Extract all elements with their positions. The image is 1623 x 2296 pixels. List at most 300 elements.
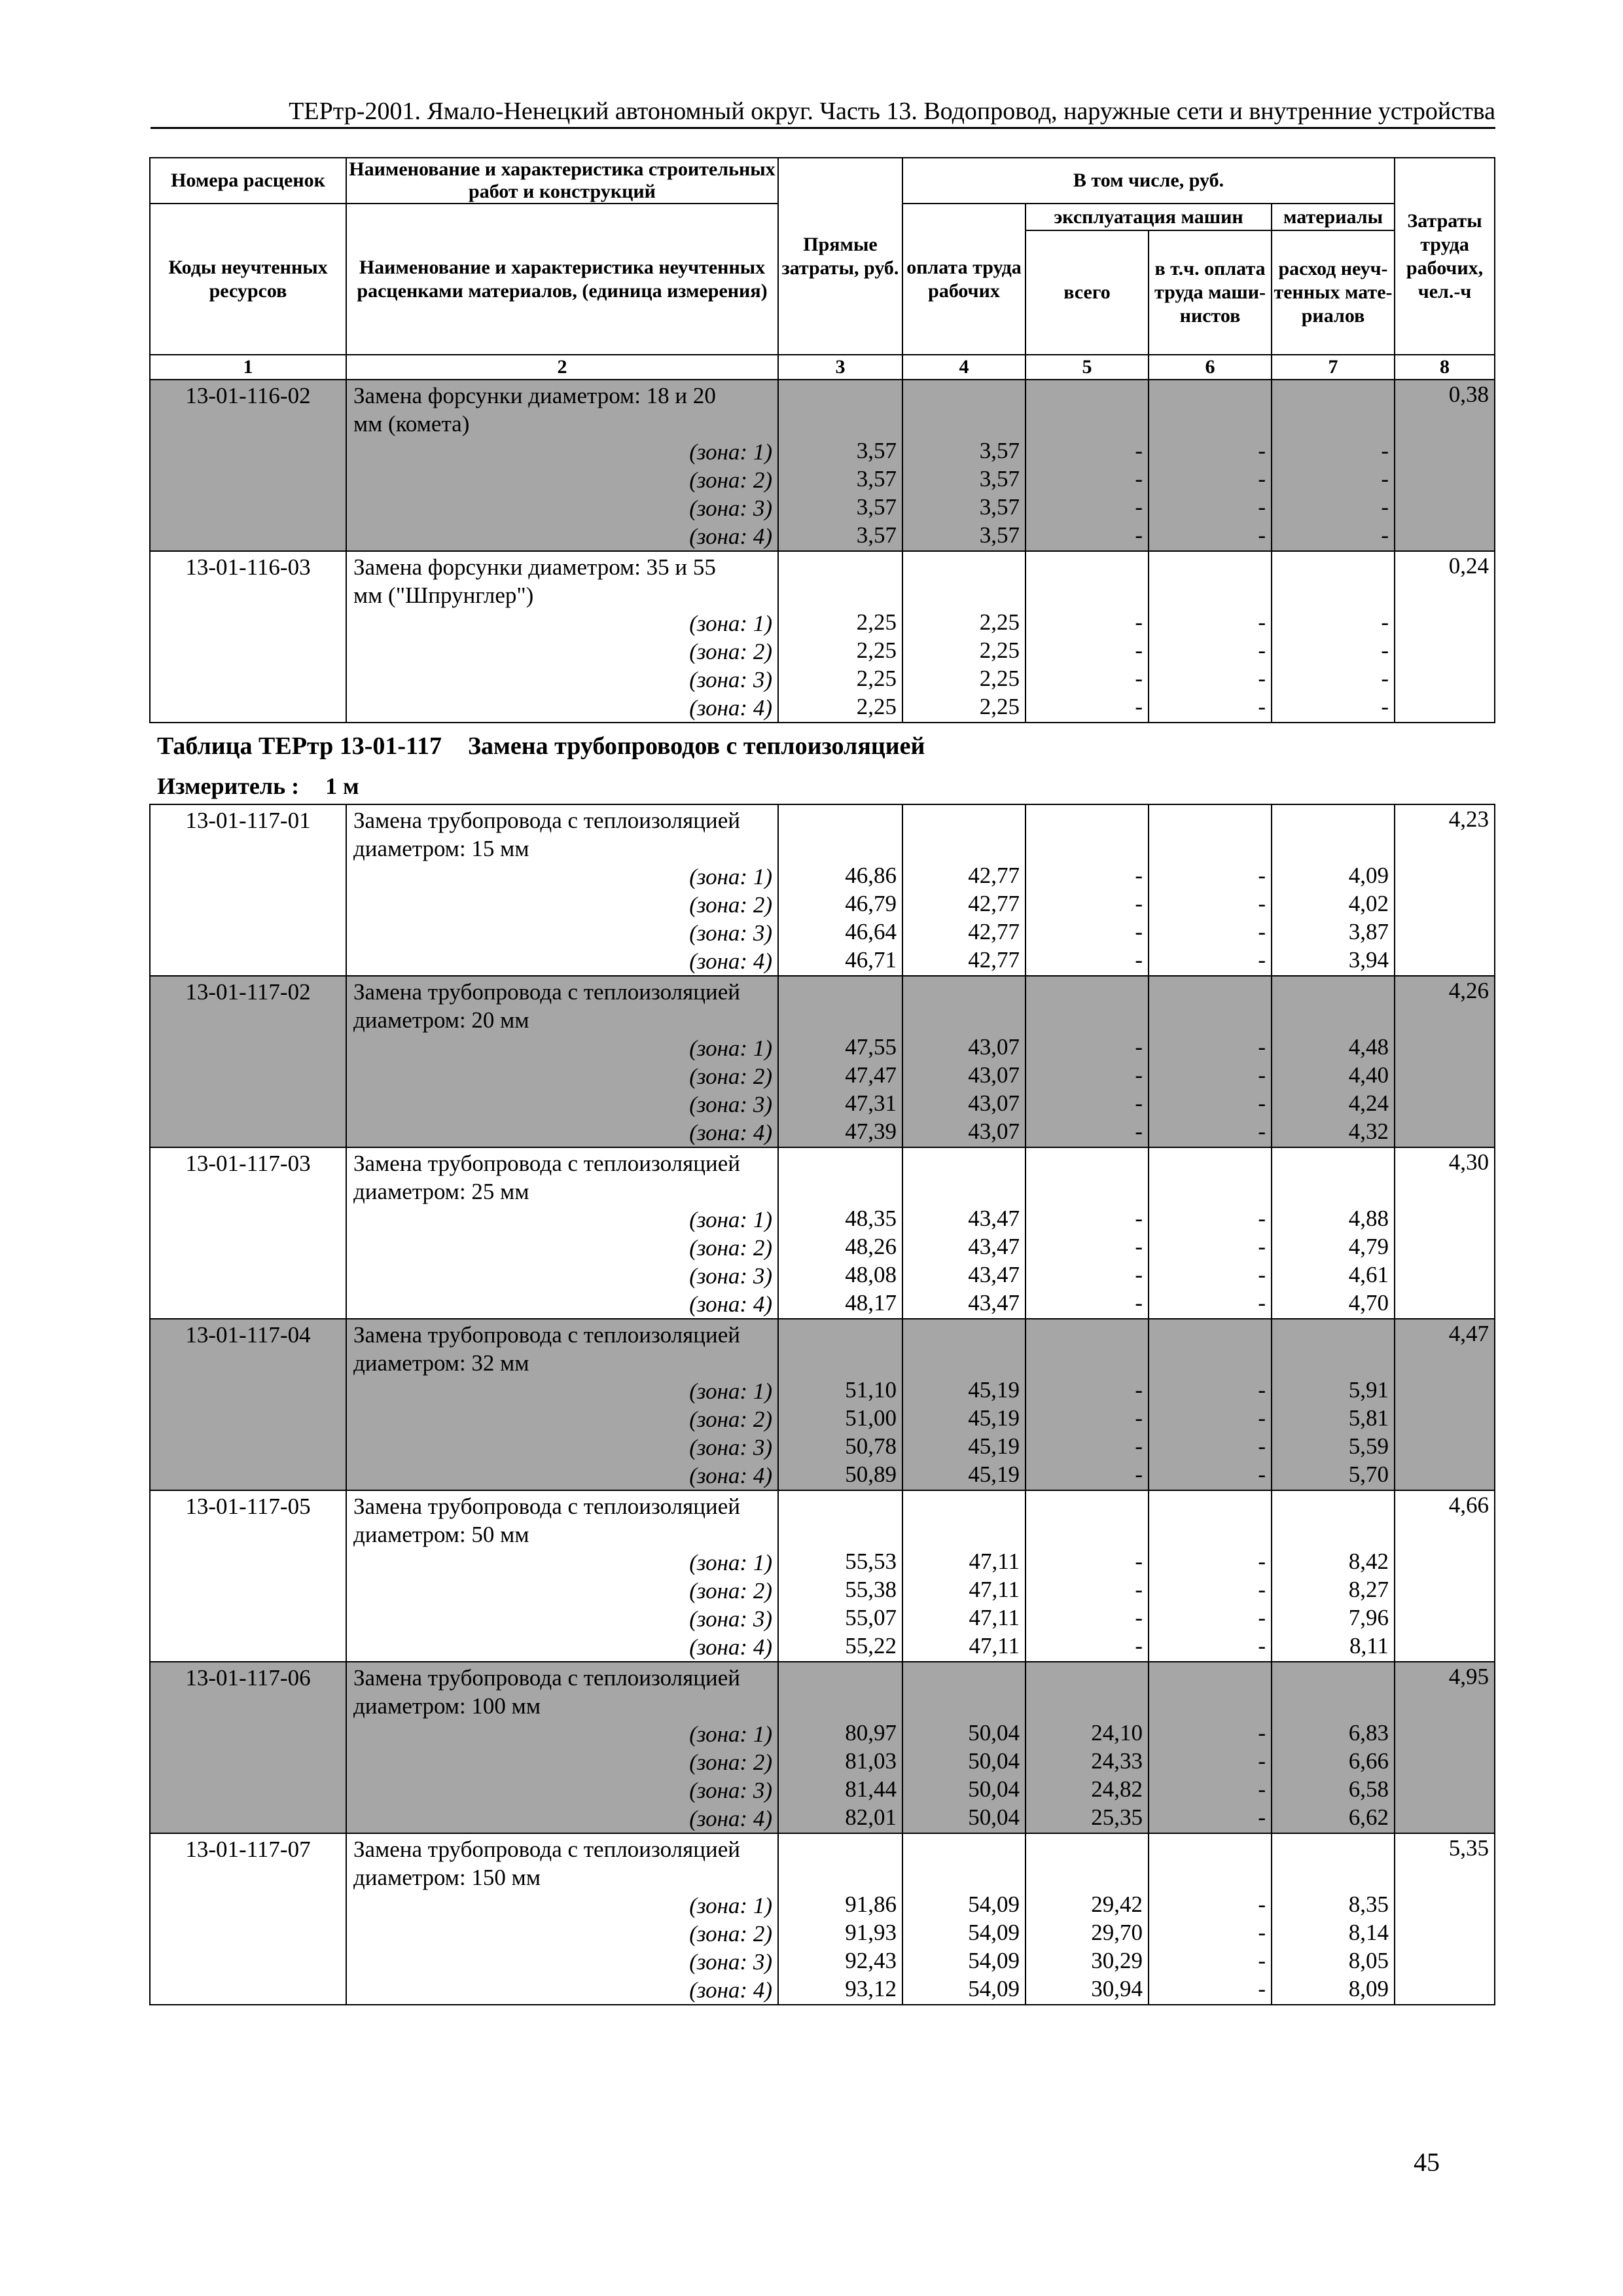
materials-value-cell <box>1272 1319 1395 1490</box>
operator-wages-value: - <box>1258 1720 1266 1746</box>
direct-costs-value-cell <box>778 804 902 976</box>
table-body <box>150 380 1495 723</box>
materials-value-cell <box>1272 804 1395 976</box>
worker-wages-value: 2,25 <box>979 609 1020 635</box>
worker-wages-value: 43,47 <box>968 1290 1020 1316</box>
blank-line <box>903 552 1020 580</box>
materials-value: 4,79 <box>1348 1234 1389 1259</box>
zone-label: (зона: 3) <box>689 667 772 692</box>
blank-line <box>1026 1491 1143 1519</box>
direct-costs-value: 47,47 <box>845 1062 897 1088</box>
direct-costs-value: 2,25 <box>856 666 897 691</box>
blank-line <box>903 1491 1020 1519</box>
operator-wages-value: - <box>1258 1892 1266 1917</box>
worker-wages-value: 54,09 <box>968 1892 1020 1917</box>
worker-wages-value: 2,25 <box>979 637 1020 663</box>
blank-line <box>1272 580 1389 608</box>
blank-line <box>779 1005 897 1033</box>
worker-wages-value-cell <box>902 551 1026 723</box>
blank-line <box>903 1148 1020 1176</box>
machines-total-value: - <box>1135 438 1143 463</box>
direct-costs-value-cell <box>778 1147 902 1319</box>
description-line: Замена форсунки диаметром: 18 и 20 <box>353 383 716 408</box>
operator-wages-value-cell <box>1149 1662 1272 1833</box>
materials-value: 5,70 <box>1348 1462 1389 1487</box>
rate-row <box>150 976 1495 1147</box>
zone-label: (зона: 4) <box>689 1634 772 1660</box>
direct-costs-value: 48,35 <box>845 1206 897 1231</box>
rate-code: 13-01-117-03 <box>150 1147 346 1319</box>
blank-line <box>1272 833 1389 861</box>
machines-total-value: - <box>1135 1290 1143 1316</box>
materials-value: 4,24 <box>1348 1090 1389 1116</box>
worker-wages-value: 50,04 <box>968 1776 1020 1802</box>
worker-wages-value-cell <box>902 1662 1026 1833</box>
blank-line <box>903 1176 1020 1204</box>
worker-wages-value: 50,04 <box>968 1720 1020 1746</box>
blank-line <box>1272 1834 1389 1862</box>
labor-hours-value: 5,35 <box>1395 1833 1495 2005</box>
blank-line <box>1272 1319 1389 1348</box>
worker-wages-value: 3,57 <box>979 522 1020 548</box>
blank-line <box>903 1319 1020 1348</box>
blank-line <box>1026 380 1143 408</box>
direct-costs-value: 92,43 <box>845 1948 897 1973</box>
blank-line <box>1149 380 1266 408</box>
table-title-name: Замена трубопроводов с теплоизоляцией <box>467 732 925 760</box>
blank-line <box>903 1862 1020 1890</box>
operator-wages-value: - <box>1258 1433 1266 1459</box>
blank-line <box>903 977 1020 1005</box>
operator-wages-value-cell <box>1149 1833 1272 2005</box>
zone-label: (зона: 2) <box>689 467 772 493</box>
materials-value-cell <box>1272 976 1395 1147</box>
operator-wages-value: - <box>1258 891 1266 916</box>
worker-wages-value: 42,77 <box>968 919 1020 944</box>
running-header: ТЕРтр-2001. Ямало-Ненецкий автономный округ. Часть 13. Водопровод, наружные сети и внутренние устройства <box>151 97 1495 129</box>
labor-hours-value: 4,26 <box>1395 976 1495 1147</box>
machines-total-value: 30,29 <box>1091 1948 1143 1973</box>
worker-wages-value: 47,11 <box>969 1549 1020 1574</box>
direct-costs-value: 50,89 <box>845 1462 897 1487</box>
column-number: 1 <box>150 355 346 380</box>
blank-line <box>903 1834 1020 1862</box>
operator-wages-value: - <box>1258 466 1266 492</box>
direct-costs-value: 46,71 <box>845 947 897 973</box>
header-machine-operation: эксплуатация машин <box>1026 204 1272 230</box>
blank-line <box>1272 805 1389 833</box>
direct-costs-value: 3,57 <box>856 494 897 520</box>
materials-value: 4,61 <box>1348 1262 1389 1287</box>
rate-description <box>346 804 778 976</box>
operator-wages-value-cell <box>1149 380 1272 551</box>
direct-costs-value: 93,12 <box>845 1976 897 2001</box>
operator-wages-value: - <box>1258 694 1266 719</box>
worker-wages-value: 50,04 <box>968 1804 1020 1830</box>
blank-line <box>903 380 1020 408</box>
machines-total-value: - <box>1135 947 1143 973</box>
machines-total-value: - <box>1135 1206 1143 1231</box>
worker-wages-value-cell <box>902 1319 1026 1490</box>
materials-value: 6,62 <box>1348 1804 1389 1830</box>
rate-description <box>346 1833 778 2005</box>
machines-total-value: - <box>1135 1605 1143 1630</box>
blank-line <box>779 380 897 408</box>
blank-line <box>1026 1348 1143 1376</box>
worker-wages-value: 45,19 <box>968 1405 1020 1431</box>
description-line: Замена трубопровода с теплоизоляцией <box>353 1151 740 1176</box>
machines-total-value: - <box>1135 1405 1143 1431</box>
header-material-name: Наименование и характеристика неучтенных расценками материалов, (единица измерения) <box>346 204 778 355</box>
operator-wages-value: - <box>1258 1377 1266 1403</box>
zone-label: (зона: 2) <box>689 1407 772 1432</box>
worker-wages-value: 3,57 <box>979 494 1020 520</box>
machines-total-value-cell <box>1026 1147 1149 1319</box>
description-line: Замена трубопровода с теплоизоляцией <box>353 808 740 833</box>
rate-description <box>346 1147 778 1319</box>
blank-line <box>1272 977 1389 1005</box>
direct-costs-value: 80,97 <box>845 1720 897 1746</box>
table-body <box>150 804 1495 2005</box>
machines-total-value-cell <box>1026 804 1149 976</box>
machines-total-value: 30,94 <box>1091 1976 1143 2001</box>
worker-wages-value-cell <box>902 804 1026 976</box>
description-line: диаметром: 100 мм <box>353 1693 541 1719</box>
blank-line <box>1272 1148 1389 1176</box>
machines-total-value-cell <box>1026 1490 1149 1662</box>
operator-wages-value: - <box>1258 1776 1266 1802</box>
description-line: диаметром: 20 мм <box>353 1007 529 1033</box>
zone-label: (зона: 2) <box>689 892 772 918</box>
worker-wages-value: 42,77 <box>968 947 1020 973</box>
operator-wages-value-cell <box>1149 976 1272 1147</box>
rate-row <box>150 1490 1495 1662</box>
direct-costs-value: 2,25 <box>856 609 897 635</box>
description-line: мм (комета) <box>353 411 470 437</box>
machines-total-value: - <box>1135 1119 1143 1144</box>
description-line: Замена трубопровода с теплоизоляцией <box>353 1322 740 1348</box>
description-line: диаметром: 15 мм <box>353 836 529 861</box>
materials-value: 3,94 <box>1348 947 1389 973</box>
blank-line <box>903 408 1020 437</box>
operator-wages-value: - <box>1258 1462 1266 1487</box>
direct-costs-value: 55,22 <box>845 1633 897 1659</box>
direct-costs-value: 55,38 <box>845 1577 897 1602</box>
labor-hours-value: 0,38 <box>1395 380 1495 551</box>
machines-total-value: - <box>1135 1633 1143 1659</box>
materials-value: 4,88 <box>1348 1206 1389 1231</box>
materials-value-cell <box>1272 551 1395 723</box>
description-line: диаметром: 25 мм <box>353 1179 529 1204</box>
operator-wages-value: - <box>1258 1748 1266 1774</box>
blank-line <box>1149 1348 1266 1376</box>
labor-hours-value: 4,47 <box>1395 1319 1495 1490</box>
machines-total-value: - <box>1135 1577 1143 1602</box>
worker-wages-value: 54,09 <box>968 1948 1020 1973</box>
machines-total-value: - <box>1135 666 1143 691</box>
blank-line <box>779 1491 897 1519</box>
direct-costs-value: 3,57 <box>856 522 897 548</box>
materials-value: - <box>1381 438 1389 463</box>
blank-line <box>1272 1005 1389 1033</box>
blank-line <box>1149 833 1266 861</box>
direct-costs-value: 51,00 <box>845 1405 897 1431</box>
header-in-that: В том числе, руб. <box>902 158 1395 204</box>
machines-total-value: - <box>1135 1462 1143 1487</box>
blank-line <box>1026 1662 1143 1691</box>
rate-code: 13-01-117-01 <box>150 804 346 976</box>
blank-line <box>903 1662 1020 1691</box>
materials-value: - <box>1381 522 1389 548</box>
rate-code: 13-01-117-04 <box>150 1319 346 1490</box>
rate-code: 13-01-116-02 <box>150 380 346 551</box>
direct-costs-value-cell <box>778 380 902 551</box>
blank-line <box>1149 1834 1266 1862</box>
direct-costs-value: 81,03 <box>845 1748 897 1774</box>
worker-wages-value: 2,25 <box>979 666 1020 691</box>
header-machines-total: всего <box>1026 230 1149 355</box>
machines-total-value: - <box>1135 637 1143 663</box>
materials-value: 4,02 <box>1348 891 1389 916</box>
zone-label: (зона: 1) <box>689 864 772 889</box>
rate-code: 13-01-117-05 <box>150 1490 346 1662</box>
column-number: 3 <box>778 355 902 380</box>
rate-row <box>150 1662 1495 1833</box>
rate-row <box>150 380 1495 551</box>
zone-label: (зона: 3) <box>689 920 772 946</box>
operator-wages-value-cell <box>1149 551 1272 723</box>
blank-line <box>1149 1862 1266 1890</box>
materials-value: 4,09 <box>1348 863 1389 888</box>
table-title <box>157 732 925 761</box>
operator-wages-value: - <box>1258 1920 1266 1945</box>
direct-costs-value: 48,26 <box>845 1234 897 1259</box>
direct-costs-value-cell <box>778 1490 902 1662</box>
machines-total-value: - <box>1135 891 1143 916</box>
materials-value: 4,48 <box>1348 1034 1389 1060</box>
machines-total-value: - <box>1135 494 1143 520</box>
rate-code: 13-01-117-06 <box>150 1662 346 1833</box>
blank-line <box>1026 1176 1143 1204</box>
direct-costs-value: 48,17 <box>845 1290 897 1316</box>
worker-wages-value-cell <box>902 380 1026 551</box>
direct-costs-value-cell <box>778 1833 902 2005</box>
direct-costs-value: 81,44 <box>845 1776 897 1802</box>
zone-label: (зона: 4) <box>689 1806 772 1831</box>
blank-line <box>1149 1662 1266 1691</box>
blank-line <box>779 1348 897 1376</box>
blank-line <box>1149 805 1266 833</box>
blank-line <box>779 805 897 833</box>
rate-description <box>346 380 778 551</box>
column-number: 8 <box>1395 355 1495 380</box>
direct-costs-value: 3,57 <box>856 438 897 463</box>
operator-wages-value: - <box>1258 1804 1266 1830</box>
machines-total-value-cell <box>1026 1319 1149 1490</box>
description-line: диаметром: 150 мм <box>353 1865 541 1890</box>
column-number-row <box>150 355 1495 380</box>
materials-value: 5,81 <box>1348 1405 1389 1431</box>
blank-line <box>1026 833 1143 861</box>
blank-line <box>779 1691 897 1719</box>
operator-wages-value: - <box>1258 494 1266 520</box>
direct-costs-value-cell <box>778 976 902 1147</box>
worker-wages-value: 45,19 <box>968 1433 1020 1459</box>
materials-value: 7,96 <box>1348 1605 1389 1630</box>
materials-value: - <box>1381 466 1389 492</box>
zone-label: (зона: 3) <box>689 1606 772 1632</box>
zone-label: (зона: 4) <box>689 695 772 721</box>
machines-total-value: 24,82 <box>1091 1776 1143 1802</box>
zone-label: (зона: 3) <box>689 1263 772 1289</box>
zone-label: (зона: 1) <box>689 1035 772 1061</box>
worker-wages-value: 45,19 <box>968 1377 1020 1403</box>
machines-total-value: - <box>1135 1262 1143 1287</box>
worker-wages-value: 43,47 <box>968 1262 1020 1287</box>
zone-label: (зона: 1) <box>689 1378 772 1404</box>
blank-line <box>903 580 1020 608</box>
direct-costs-value: 46,86 <box>845 863 897 888</box>
operator-wages-value: - <box>1258 947 1266 973</box>
blank-line <box>903 1348 1020 1376</box>
zone-label: (зона: 3) <box>689 1949 772 1975</box>
worker-wages-value: 54,09 <box>968 1920 1020 1945</box>
machines-total-value: 24,33 <box>1091 1748 1143 1774</box>
direct-costs-value: 2,25 <box>856 694 897 719</box>
blank-line <box>1272 1491 1389 1519</box>
operator-wages-value: - <box>1258 522 1266 548</box>
labor-hours-value: 4,23 <box>1395 804 1495 976</box>
direct-costs-value: 91,93 <box>845 1920 897 1945</box>
description-line: Замена трубопровода с теплоизоляцией <box>353 1837 740 1862</box>
operator-wages-value: - <box>1258 863 1266 888</box>
machines-total-value: - <box>1135 1234 1143 1259</box>
zone-label: (зона: 2) <box>689 1749 772 1775</box>
machines-total-value: 24,10 <box>1091 1720 1143 1746</box>
zone-label: (зона: 1) <box>689 439 772 465</box>
worker-wages-value-cell <box>902 1490 1026 1662</box>
zone-label: (зона: 1) <box>689 611 772 636</box>
blank-line <box>1026 805 1143 833</box>
operator-wages-value: - <box>1258 1034 1266 1060</box>
materials-value: 8,11 <box>1349 1633 1389 1659</box>
operator-wages-value-cell <box>1149 1319 1272 1490</box>
zone-label: (зона: 2) <box>689 1921 772 1946</box>
materials-value: 4,32 <box>1348 1119 1389 1144</box>
operator-wages-value: - <box>1258 637 1266 663</box>
materials-value: 4,70 <box>1348 1290 1389 1316</box>
rate-row <box>150 551 1495 723</box>
materials-value: 8,05 <box>1348 1948 1389 1973</box>
blank-line <box>779 408 897 437</box>
blank-line <box>779 833 897 861</box>
blank-line <box>779 977 897 1005</box>
blank-line <box>1026 1519 1143 1547</box>
machines-total-value: - <box>1135 1433 1143 1459</box>
operator-wages-value: - <box>1258 919 1266 944</box>
operator-wages-value: - <box>1258 1290 1266 1316</box>
blank-line <box>1026 1834 1143 1862</box>
direct-costs-value: 3,57 <box>856 466 897 492</box>
machines-total-value-cell <box>1026 380 1149 551</box>
blank-line <box>1026 580 1143 608</box>
zone-label: (зона: 1) <box>689 1550 772 1575</box>
rates-table-13-01-117 <box>149 804 1495 2005</box>
direct-costs-value-cell <box>778 1662 902 1833</box>
direct-costs-value: 55,07 <box>845 1605 897 1630</box>
worker-wages-value-cell <box>902 1833 1026 2005</box>
blank-line <box>779 1834 897 1862</box>
zone-label: (зона: 1) <box>689 1207 772 1232</box>
page-number: 45 <box>1414 2147 1440 2177</box>
header-work-name: Наименование и характеристика строительных работ и конструкций <box>346 158 778 204</box>
operator-wages-value: - <box>1258 1976 1266 2001</box>
zone-label: (зона: 3) <box>689 1092 772 1117</box>
zone-label: (зона: 2) <box>689 1064 772 1089</box>
description-line: мм ("Шпрунглер") <box>353 583 534 608</box>
worker-wages-value: 43,47 <box>968 1206 1020 1231</box>
column-number: 5 <box>1026 355 1149 380</box>
machines-total-value: - <box>1135 694 1143 719</box>
operator-wages-value: - <box>1258 1633 1266 1659</box>
blank-line <box>779 1862 897 1890</box>
unit-of-measure <box>157 772 359 800</box>
worker-wages-value-cell <box>902 976 1026 1147</box>
materials-value: - <box>1381 494 1389 520</box>
blank-line <box>1149 1148 1266 1176</box>
machines-total-value-cell <box>1026 551 1149 723</box>
blank-line <box>903 805 1020 833</box>
zone-label: (зона: 2) <box>689 1235 772 1261</box>
worker-wages-value: 47,11 <box>969 1633 1020 1659</box>
operator-wages-value: - <box>1258 666 1266 691</box>
worker-wages-value: 42,77 <box>968 891 1020 916</box>
blank-line <box>1026 1691 1143 1719</box>
blank-line <box>779 1319 897 1348</box>
direct-costs-value: 2,25 <box>856 637 897 663</box>
worker-wages-value: 47,11 <box>969 1605 1020 1630</box>
column-number: 6 <box>1149 355 1272 380</box>
rate-description <box>346 1662 778 1833</box>
header-resource-codes: Коды неучтенных ресурсов <box>150 204 346 355</box>
column-number: 2 <box>346 355 778 380</box>
header-operator-wages: в т.ч. оплата труда маши-нистов <box>1149 230 1272 355</box>
blank-line <box>1272 1691 1389 1719</box>
direct-costs-value-cell <box>778 551 902 723</box>
machines-total-value: 29,42 <box>1091 1892 1143 1917</box>
worker-wages-value: 43,47 <box>968 1234 1020 1259</box>
materials-value: - <box>1381 694 1389 719</box>
blank-line <box>1026 1005 1143 1033</box>
zone-label: (зона: 4) <box>689 1977 772 2003</box>
header-material-consumption: расход неуч-тенных мате-риалов <box>1272 230 1395 355</box>
blank-line <box>1149 552 1266 580</box>
direct-costs-value: 46,64 <box>845 919 897 944</box>
rate-row <box>150 1319 1495 1490</box>
materials-value: - <box>1381 666 1389 691</box>
column-number: 7 <box>1272 355 1395 380</box>
worker-wages-value: 43,07 <box>968 1119 1020 1144</box>
worker-wages-value: 45,19 <box>968 1462 1020 1487</box>
materials-value: 4,40 <box>1348 1062 1389 1088</box>
header-materials: материалы <box>1272 204 1395 230</box>
direct-costs-value: 50,78 <box>845 1433 897 1459</box>
direct-costs-value: 47,55 <box>845 1034 897 1060</box>
description-line: диаметром: 32 мм <box>353 1350 529 1376</box>
zone-label: (зона: 2) <box>689 639 772 664</box>
blank-line <box>779 1176 897 1204</box>
worker-wages-value: 43,07 <box>968 1062 1020 1088</box>
